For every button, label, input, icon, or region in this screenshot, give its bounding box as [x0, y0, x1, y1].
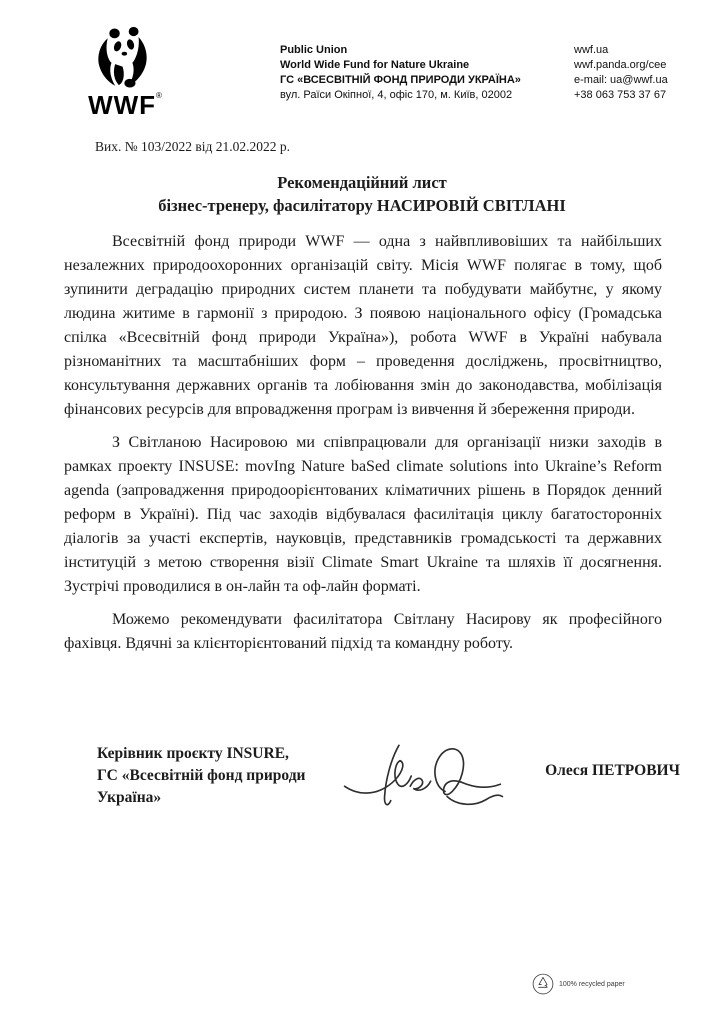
wwf-panda-icon	[94, 26, 156, 90]
position-line-3: Україна»	[97, 789, 162, 806]
wwf-logo	[88, 26, 162, 118]
position-line-2: ГС «Всесвітній фонд природи	[97, 767, 306, 784]
paragraph-recommendation: Можемо рекомендувати фасилітатора Світлану Насирову як професійного фахівця. Вдячні за клієнторієнтований підхід та командну роботу.	[64, 611, 662, 652]
title-line-2: бізнес-тренеру, фасилітатору НАСИРОВІЙ СВІТЛАНІ	[158, 196, 566, 215]
contact-website: wwf.ua	[574, 44, 609, 56]
recycle-icon	[532, 973, 554, 995]
recycled-paper-note	[532, 973, 625, 995]
letter-body	[64, 230, 662, 665]
reference-number: Вих. № 103/2022 від 21.02.2022 р.	[95, 139, 290, 154]
signatory-name: Олеся ПЕТРОВИЧ	[545, 762, 680, 779]
signature-block	[97, 743, 680, 833]
contact-block	[574, 43, 668, 103]
registered-mark: ®	[156, 91, 162, 100]
handwritten-signature-icon	[335, 733, 510, 815]
org-line-street-address: вул. Раїси Окіпної, 4, офіс 170, м. Київ, 02002	[280, 89, 513, 101]
contact-email: e-mail: ua@wwf.ua	[574, 74, 668, 86]
recycled-paper-label: 100% recycled paper	[559, 980, 625, 988]
org-line-fund-name-ua: ГС «ВСЕСВІТНІЙ ФОНД ПРИРОДИ УКРАЇНА»	[280, 74, 521, 86]
wwf-wordmark	[88, 92, 162, 118]
position-line-1: Керівник проєкту INSURE,	[97, 745, 289, 762]
contact-phone: +38 063 753 37 67	[574, 89, 667, 101]
signatory-position	[97, 743, 305, 809]
wwf-wordmark-text: WWF	[88, 90, 157, 120]
paragraph-about-wwf: Всесвітній фонд природи WWF — одна з найвпливовіших та найбільших незалежних природоохоронних організацій світу. Місія WWF полягає в тому, щоб зупинити деградацію природних систем планети та побудувати майбутнє, у якому людина житиме в гармонії з природою. З появою національного офісу (Громадська спілка «Всесвітній фонд природи Україна»), робота WWF в Україні набувала різноманітних та масштабніших форм – проведення досліджень, просвітництво, консультування державних органів та лобіювання змін до законодавства, мобілізація фінансових ресурсів для впровадження програм із вивчення й збереження природи.	[64, 233, 662, 418]
letter-title	[62, 171, 662, 217]
contact-panda-site: wwf.panda.org/cee	[574, 59, 667, 71]
org-line-public-union: Public Union	[280, 44, 348, 56]
org-line-fund-name-en: World Wide Fund for Nature Ukraine	[280, 59, 470, 71]
paragraph-cooperation: З Світланою Насировою ми співпрацювали для організації низки заходів в рамках проекту INSUSE: movIng Nature baSed climate solutions into Ukraine’s Reform agenda (запровадження природоорієнтованих кліматичних рішень в Порядок денний реформ в Україні). Під час заходів відбувалася фасилітація циклу багатосторонніх діалогів за участі експертів, науковців, представників громадськості та державних інституцій з метою створення візії Climate Smart Ukraine та шляхів її досягнення. Зустрічі проводилися в он-лайн та оф-лайн форматі.	[64, 434, 662, 595]
org-address-block	[280, 43, 521, 103]
title-line-1: Рекомендаційний лист	[277, 173, 447, 192]
